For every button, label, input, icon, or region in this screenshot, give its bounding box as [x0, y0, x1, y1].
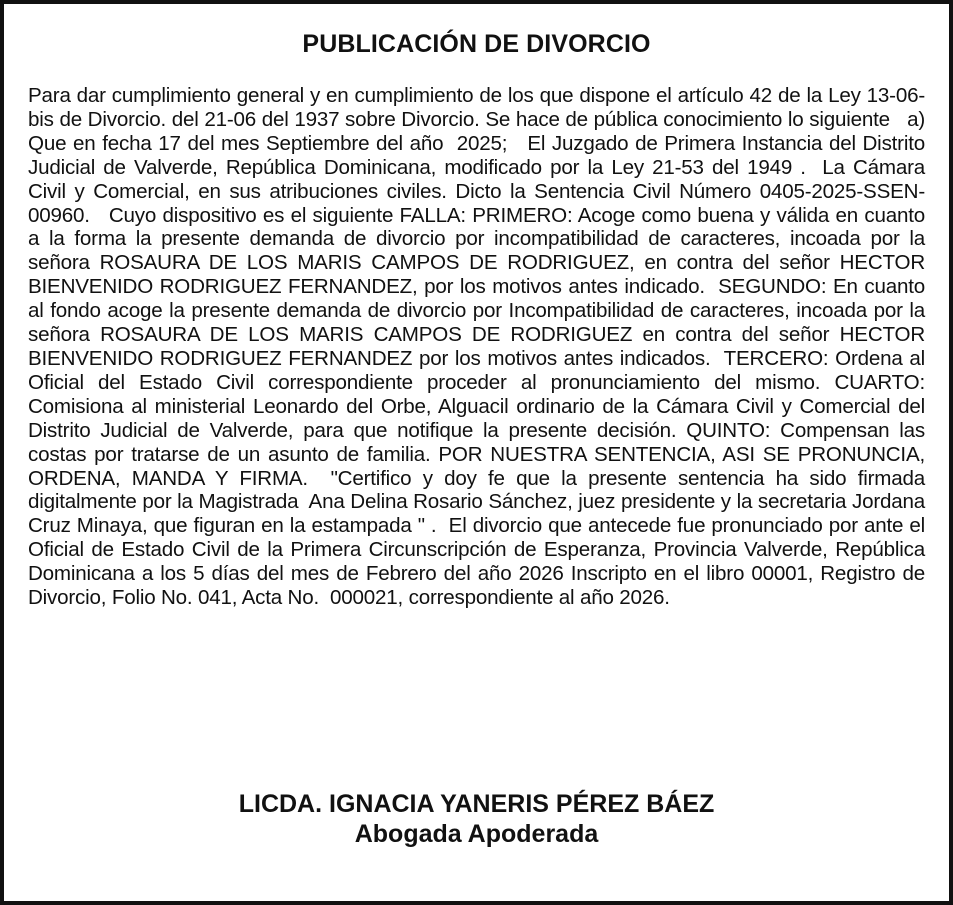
signature-block: [4, 789, 949, 849]
signatory-role: Abogada Apoderada: [354, 820, 599, 848]
signatory-name: LICDA. IGNACIA YANERIS PÉREZ BÁEZ: [238, 790, 715, 818]
notice-body-text: Para dar cumplimiento general y en cumplimiento de los que dispone el artículo 42 de la Ley 13-06-bis de Divorcio. del 21-06 del 1937 sobre Divorcio. Se hace de pública conocimiento lo siguiente a) Que en fecha 17 del mes Septiembre del año 2025; El Juzgado de Primera Instancia del Distrito Judicial de Valverde, República Dominicana, modificado por la Ley 21-53 del 1949 . La Cámara Civil y Comercial, en sus atribuciones civiles. Dicto la Sentencia Civil Número 0405-2025-SSEN-00960. Cuyo dispositivo es el siguiente FALLA: PRIMERO: Acoge como buena y válida en cuanto a la forma la presente demanda de divorcio por incompatibilidad de caracteres, incoada por la señora ROSAURA DE LOS MARIS CAMPOS DE RODRIGUEZ, en contra del señor HECTOR BIENVENIDO RODRIGUEZ FERNANDEZ, por los motivos antes indicado. SEGUNDO: En cuanto al fondo acoge la presente demanda de divorcio por Incompatibilidad de caracteres, incoada por la señora ROSAURA DE LOS MARIS CAMPOS DE RODRIGUEZ en contra del señor HECTOR BIENVENIDO RODRIGUEZ FERNANDEZ por los motivos antes indicados. TERCERO: Ordena al Oficial del Estado Civil correspondiente proceder al pronunciamiento del mismo. CUARTO: Comisiona al ministerial Leonardo del Orbe, Alguacil ordinario de la Cámara Civil y Comercial del Distrito Judicial de Valverde, para que notifique la presente decisión. QUINTO: Compensan las costas por tratarse de un asunto de familia. POR NUESTRA SENTENCIA, ASI SE PRONUNCIA, ORDENA, MANDA Y FIRMA. "Certifico y doy fe que la presente sentencia ha sido firmada digitalmente por la Magistrada Ana Delina Rosario Sánchez, juez presidente y la secretaria Jordana Cruz Minaya, que figuran en la estampada " . El divorcio que antecede fue pronunciado por ante el Oficial de Estado Civil de la Primera Circunscripción de Esperanza, Provincia Valverde, República Dominicana a los 5 días del mes de Febrero del año 2026 Inscripto en el libro 00001, Registro de Divorcio, Folio No. 041, Acta No. 000021, correspondiente al año 2026.: [28, 84, 937, 610]
notice-title: PUBLICACIÓN DE DIVORCIO: [302, 30, 651, 58]
